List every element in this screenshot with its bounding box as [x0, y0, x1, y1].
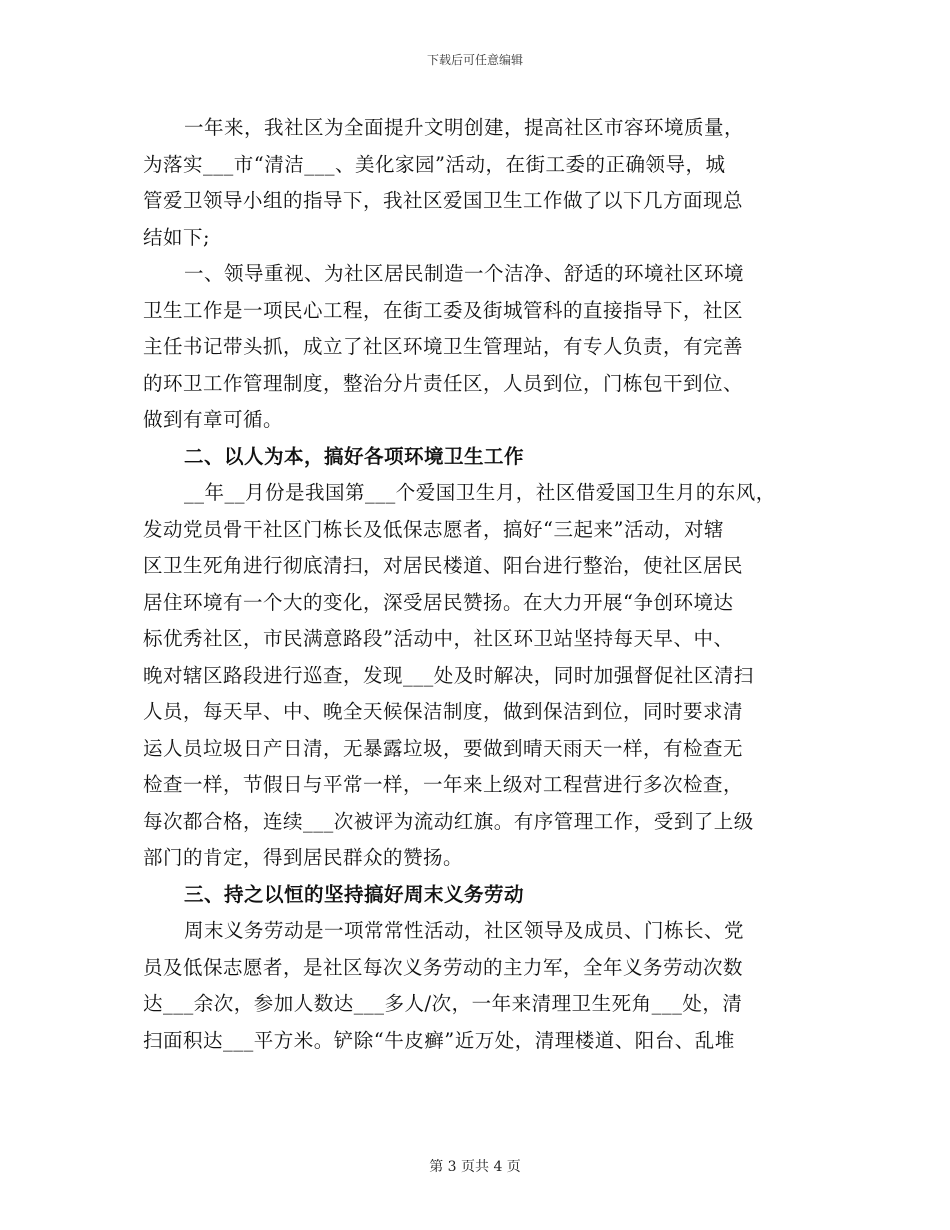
text-line: 主任书记带头抓，成立了社区环境卫生管理站，有专人负责，有完善 — [143, 335, 744, 358]
text-line: 运人员垃圾日产日清，无暴露垃圾，要做到晴天雨天一样，有检查无 — [143, 736, 744, 760]
paragraph-section-two — [143, 475, 809, 877]
text-line: 的环卫工作管理制度，整治分片责任区，人员到位，门栋包干到位、 — [143, 371, 744, 395]
text-line: 管爱卫领导小组的指导下，我社区爱国卫生工作做了以下几方面现总 — [143, 189, 744, 212]
section-heading-three: 三、持之以恒的坚持搞好周末义务劳动 — [184, 882, 525, 906]
text-line: 结如下; — [143, 225, 211, 249]
paragraph-intro — [143, 110, 809, 256]
page-footer-number: 第 3 页共 4 页 — [429, 1159, 521, 1175]
text-line: 为落实___市“清洁___、美化家园”活动，在街工委的正确领导，城 — [143, 152, 726, 176]
document-body — [143, 110, 809, 1059]
text-line: 员及低保志愿者，是社区每次义务劳动的主力军，全年义务劳动次数 — [143, 955, 744, 979]
text-line: 一、领导重视、为社区居民制造一个洁净、舒适的环境社区环境 — [184, 262, 745, 285]
text-line: 检查一样，节假日与平常一样，一年来上级对工程营进行多次检查， — [143, 773, 744, 796]
text-line: 卫生工作是一项民心工程，在街工委及街城管科的直接指导下，社区 — [143, 298, 744, 322]
text-line: 一年来，我社区为全面提升文明创建，提高社区市容环境质量， — [184, 116, 745, 139]
text-line: 周末义务劳动是一项常常性活动，社区领导及成员、门栋长、党 — [184, 919, 745, 942]
text-line: 晚对辖区路段进行巡查，发现___处及时解决，同时加强督促社区清扫 — [143, 663, 754, 687]
text-line: 部门的肯定，得到居民群众的赞扬。 — [143, 846, 464, 869]
text-line: 居住环境有一个大的变化，深受居民赞扬。在大力开展“争创环境达 — [143, 590, 734, 614]
text-line: 每次都合格，连续___次被评为流动红旗。有序管理工作，受到了上级 — [143, 809, 754, 833]
text-line: 标优秀社区，市民满意路段”活动中，社区环卫站坚持每天早、中、 — [143, 627, 734, 650]
paragraph-section-three — [143, 913, 809, 1059]
page-header-note: 下载后可任意编辑 — [426, 53, 523, 67]
paragraph-section-one — [143, 256, 809, 439]
text-line: 发动党员骨干社区门栋长及低保志愿者，搞好“三起来”活动，对辖 — [143, 517, 724, 541]
text-line: 做到有章可循。 — [143, 408, 284, 431]
text-line: 扫面积达___平方米。铲除“牛皮癣”近万处，清理楼道、阳台、乱堆 — [143, 1028, 735, 1052]
section-heading-two: 二、以人为本，搞好各项环境卫生工作 — [184, 444, 525, 468]
text-line: 达___余次，参加人数达___多人/次，一年来清理卫生死角___处，清 — [143, 992, 743, 1015]
text-line: 区卫生死角进行彻底清扫，对居民楼道、阳台进行整治，使社区居民 — [143, 554, 744, 577]
text-line: 人员，每天早、中、晚全天候保洁制度，做到保洁到位，同时要求清 — [143, 700, 744, 723]
text-line: __年__月份是我国第___个爱国卫生月，社区借爱国卫生月的东风， — [184, 481, 776, 504]
